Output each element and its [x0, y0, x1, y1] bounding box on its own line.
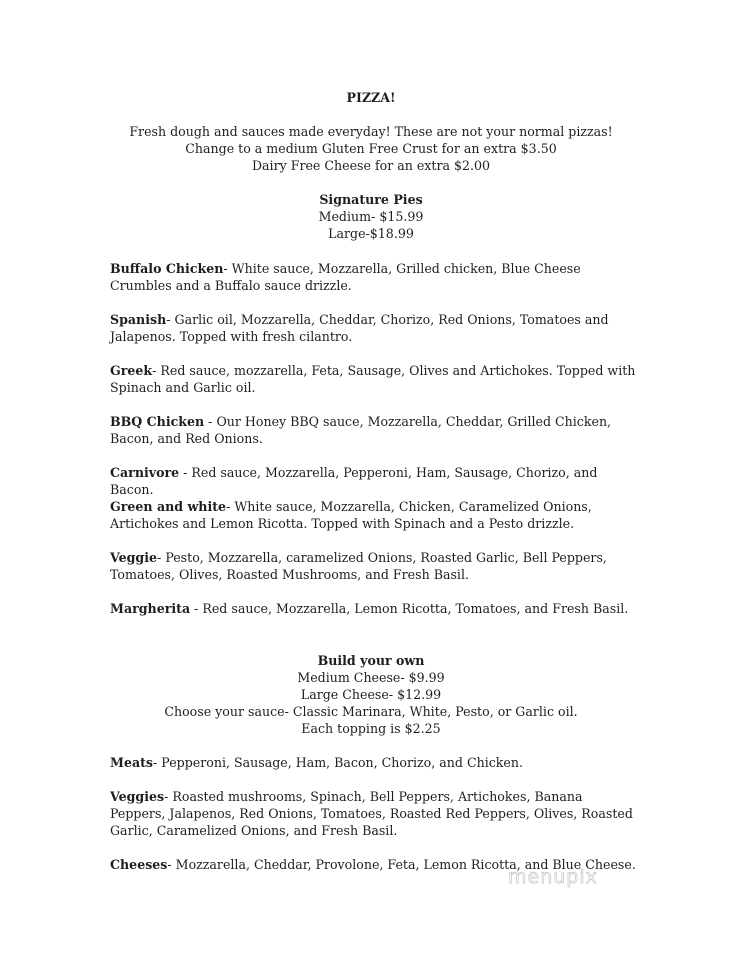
menu-item-greek [110, 362, 640, 396]
item-description: White sauce, Mozzarella, Grilled chicken, Blue Cheese Crumbles and a Buffalo sauce drizzle. [110, 261, 581, 293]
item-name: Carnivore [110, 465, 180, 480]
item-name: Meats [110, 755, 154, 770]
menu-item-bbq-chicken [110, 413, 640, 447]
item-name: Cheeses [110, 857, 168, 872]
item-description: Pesto, Mozzarella, caramelized Onions, Roasted Garlic, Bell Peppers, Tomatoes, Olives, Roasted Mushrooms, and Fresh Basil. [110, 550, 607, 582]
item-separator: - [226, 499, 235, 514]
item-name: Veggies [110, 789, 165, 804]
topping-group-meats [110, 754, 640, 771]
signature-heading: Signature Pies [319, 192, 423, 207]
item-name: Margherita [110, 601, 191, 616]
item-description: Garlic oil, Mozzarella, Cheddar, Chorizo, Red Onions, Tomatoes and Jalapenos. Topped with fresh cilantro. [110, 312, 609, 344]
item-description: Red sauce, Mozzarella, Pepperoni, Ham, Sausage, Chorizo, and Bacon. [110, 465, 598, 497]
signature-price-large: Large-$18.99 [328, 226, 414, 241]
build-sauce-options: Choose your sauce- Classic Marinara, White, Pesto, or Garlic oil. [164, 704, 578, 719]
build-topping-price: Each topping is $2.25 [301, 721, 441, 736]
build-price-large: Large Cheese- $12.99 [300, 687, 442, 702]
menu-item-veggie [110, 549, 640, 583]
item-name: Spanish [110, 312, 167, 327]
menu-item-margherita [110, 600, 640, 617]
item-description: White sauce, Mozzarella, Chicken, Caramelized Onions, Artichokes and Lemon Ricotta. Topped with Spinach and a Pesto drizzle. [110, 499, 592, 531]
item-separator: - [153, 755, 162, 770]
topping-group-veggies [110, 788, 640, 839]
item-separator: - [152, 363, 161, 378]
build-price-medium: Medium Cheese- $9.99 [297, 670, 445, 685]
menu-item-green-and-white [110, 498, 640, 532]
item-description: Our Honey BBQ sauce, Mozzarella, Cheddar, Grilled Chicken, Bacon, and Red Onions. [110, 414, 612, 446]
item-name: Buffalo Chicken [110, 261, 224, 276]
item-name: Veggie [110, 550, 158, 565]
menu-item-buffalo-chicken [110, 260, 640, 294]
item-name: Greek [110, 363, 153, 378]
item-name: BBQ Chicken [110, 414, 205, 429]
intro-line: Change to a medium Gluten Free Crust for an extra $3.50 [185, 141, 557, 156]
item-description: Mozzarella, Cheddar, Provolone, Feta, Lemon Ricotta, and Blue Cheese. [175, 857, 636, 872]
item-separator: - [166, 312, 175, 327]
item-description: Roasted mushrooms, Spinach, Bell Peppers, Artichokes, Banana Peppers, Jalapenos, Red Onions, Tomatoes, Roasted Red Peppers, Olives, Roasted Garlic, Caramelized Onions, and Fresh Basil. [110, 789, 633, 838]
intro-line: Fresh dough and sauces made everyday! These are not your normal pizzas! [129, 124, 613, 139]
signature-price-medium: Medium- $15.99 [318, 209, 424, 224]
page-title: PIZZA! [346, 90, 396, 105]
menu-item-spanish [110, 311, 640, 345]
item-separator: - [223, 261, 232, 276]
item-separator: - [157, 550, 166, 565]
item-separator: - [190, 601, 203, 616]
watermark-logo: menupix [508, 866, 598, 888]
item-name: Green and white [110, 499, 227, 514]
build-heading: Build your own [317, 653, 425, 668]
intro-line: Dairy Free Cheese for an extra $2.00 [251, 158, 491, 173]
item-separator: - [179, 465, 192, 480]
item-description: Red sauce, Mozzarella, Lemon Ricotta, Tomatoes, and Fresh Basil. [202, 601, 629, 616]
item-description: Red sauce, mozzarella, Feta, Sausage, Olives and Artichokes. Topped with Spinach and Garlic oil. [110, 363, 636, 395]
menu-item-carnivore [110, 464, 640, 498]
item-separator: - [164, 789, 173, 804]
item-separator: - [167, 857, 176, 872]
item-separator: - [204, 414, 217, 429]
item-description: Pepperoni, Sausage, Ham, Bacon, Chorizo, and Chicken. [161, 755, 523, 770]
